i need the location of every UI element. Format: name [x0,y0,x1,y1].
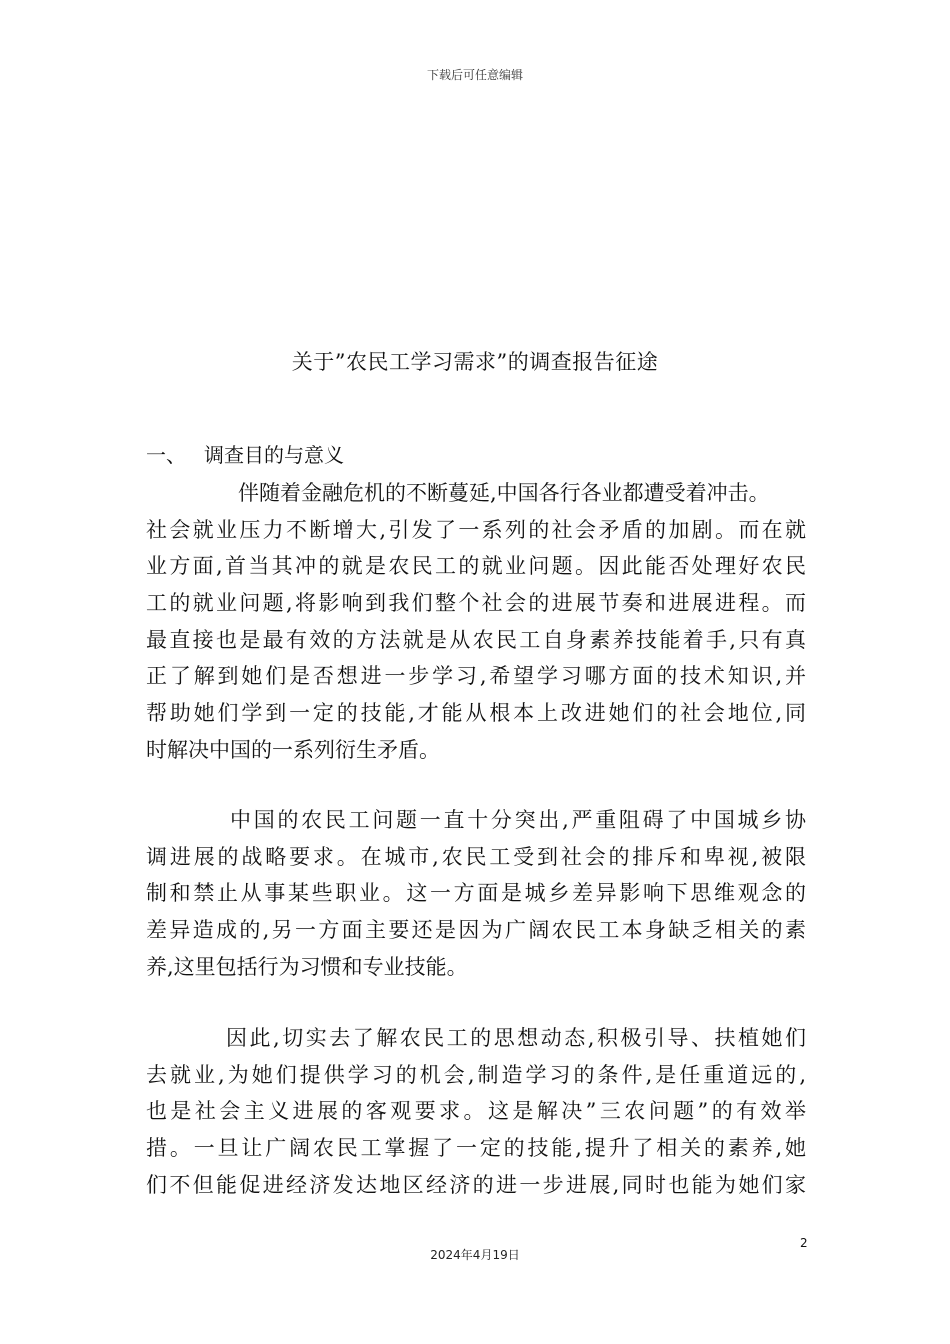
paragraph-line: 工的就业问题,将影响到我们整个社会的进展节奏和进展进程。而 [146,591,806,616]
paragraph-line: 去就业,为她们提供学习的机会,制造学习的条件,是任重道远的, [146,1062,806,1087]
document-title: 关于”农民工学习需求”的调查报告征途 [291,350,659,374]
paragraph-line: 制和禁止从事某些职业。这一方面是城乡差异影响下思维观念的 [146,881,806,906]
paragraph-line: 业方面,首当其冲的就是农民工的就业问题。因此能否处理好农民 [146,554,806,579]
page-footer-date: 2024年4月19日 [430,1248,520,1262]
paragraph-line: 也是社会主义进展的客观要求。这是解决”三农问题”的有效举 [146,1099,806,1124]
page-number: 2 [800,1236,808,1250]
section-heading-text: 调查目的与意义 [204,443,344,467]
paragraph-line: 正了解到她们是否想进一步学习,希望学习哪方面的技术知识,并 [146,664,806,689]
section-heading [146,439,344,468]
paragraph-line: 调进展的战略要求。在城市,农民工受到社会的排斥和卑视,被限 [146,844,806,869]
paragraph-3 [146,1020,806,1203]
paragraph-line: 差异造成的,另一方面主要还是因为广阔农民工本身缺乏相关的素 [146,918,806,943]
paragraph-line: 时解决中国的一系列衍生矛盾。 [146,737,440,762]
paragraph-line: 中国的农民工问题一直十分突出,严重阻碍了中国城乡协 [230,808,806,832]
paragraph-line: 最直接也是最有效的方法就是从农民工自身素养技能着手,只有真 [146,627,806,652]
paragraph-line: 们不但能促进经济发达地区经济的进一步进展,同时也能为她们家 [146,1172,806,1197]
paragraph-1 [146,475,806,769]
paragraph-2 [146,802,806,985]
page-header: 下载后可任意编辑 [426,68,523,82]
paragraph-line: 养,这里包括行为习惯和专业技能。 [146,954,468,979]
paragraph-line: 社会就业压力不断增大,引发了一系列的社会矛盾的加剧。而在就 [146,517,806,542]
section-number: 一、 [146,443,186,467]
paragraph-line: 帮助她们学到一定的技能,才能从根本上改进她们的社会地位,同 [146,701,806,726]
paragraph-line: 措。一旦让广阔农民工掌握了一定的技能,提升了相关的素养,她 [146,1136,806,1161]
paragraph-line: 因此,切实去了解农民工的思想动态,积极引导、扶植她们 [226,1026,806,1050]
paragraph-line: 伴随着金融危机的不断蔓延,中国各行各业都遭受着冲击。 [238,481,770,505]
